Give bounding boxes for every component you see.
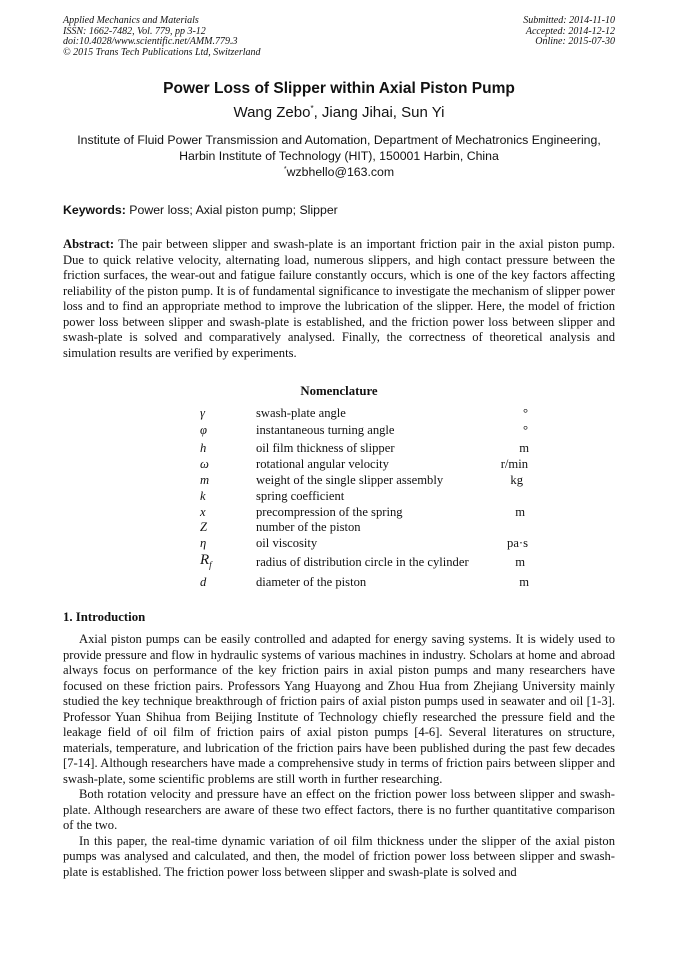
affiliation-line: Institute of Fluid Power Transmission and Automation, Department of Mechatronics Engineering,	[77, 133, 601, 147]
nomenclature-description: oil film thickness of slipper	[256, 441, 395, 455]
nomenclature-description: diameter of the piston	[256, 575, 367, 589]
authors	[0, 104, 678, 121]
nomenclature-description: number of the piston	[256, 520, 361, 534]
nomenclature-unit: m	[515, 505, 525, 519]
nomenclature-row	[0, 520, 678, 536]
nomenclature-row	[0, 423, 678, 439]
author-rest: , Jiang Jihai, Sun Yi	[313, 104, 445, 121]
nomenclature-unit: °	[522, 406, 528, 420]
abstract-label: Abstract:	[63, 237, 115, 251]
nomenclature-row	[0, 457, 678, 473]
nomenclature-unit: m	[515, 555, 525, 569]
symbol-subscript: f	[209, 560, 212, 570]
nomenclature-unit: m	[519, 575, 529, 589]
section-heading: 1. Introduction	[63, 610, 146, 624]
email-address: wzbhello@163.com	[286, 165, 395, 179]
nomenclature-unit: r/min	[500, 457, 528, 471]
nomenclature-symbol: φ	[200, 423, 207, 437]
nomenclature-unit: m	[519, 441, 529, 455]
paper-title: Power Loss of Slipper within Axial Piston Pump	[163, 80, 515, 97]
nomenclature-symbol: η	[200, 536, 207, 550]
nomenclature-unit: kg	[510, 473, 523, 487]
affiliation	[0, 133, 678, 164]
nomenclature-symbol: m	[200, 473, 210, 487]
journal-header-right	[523, 16, 615, 48]
nomenclature-description: weight of the single slipper assembly	[256, 473, 444, 487]
nomenclature-description: spring coefficient	[256, 489, 345, 503]
author-first: Wang Zebo	[233, 104, 311, 121]
nomenclature-description: instantaneous turning angle	[256, 423, 395, 437]
copyright-line: © 2015 Trans Tech Publications Ltd, Switzerland	[63, 46, 261, 58]
nomenclature-row	[0, 505, 678, 521]
issn-line: ISSN: 1662-7482, Vol. 779, pp 3-12	[63, 25, 206, 37]
nomenclature-row	[0, 536, 678, 552]
doi-line: doi:10.4028/www.scientific.net/AMM.779.3	[63, 36, 238, 48]
author-mark: *	[310, 104, 314, 113]
paragraph: In this paper, the real-time dynamic variation of oil film thickness under the slipper of the axial piston pumps was analysed and calculated, and then, the model of friction power loss between slipper and swash-plate is established. The friction power loss between slipper and swash-plate is solved and	[63, 833, 615, 879]
nomenclature-row	[0, 441, 678, 457]
nomenclature-description: rotational angular velocity	[256, 457, 389, 471]
online-date: Online: 2015-07-30	[535, 36, 615, 48]
journal-name: Applied Mechanics and Materials	[63, 15, 199, 26]
nomenclature-description: precompression of the spring	[256, 505, 403, 519]
abstract	[63, 237, 615, 361]
nomenclature-description: radius of distribution circle in the cylinder	[256, 555, 469, 569]
nomenclature-symbol: x	[200, 505, 206, 519]
accepted-date: Accepted: 2014-12-12	[525, 25, 615, 37]
nomenclature-symbol: k	[200, 489, 206, 503]
nomenclature-row	[0, 473, 678, 489]
symbol-base: R	[200, 552, 210, 568]
nomenclature-unit: pa·s	[507, 536, 528, 550]
nomenclature-row	[0, 406, 678, 422]
nomenclature-title: Nomenclature	[300, 384, 378, 398]
introduction-body	[63, 632, 615, 880]
affiliation-line: Harbin Institute of Technology (HIT), 150001 Harbin, China	[179, 148, 499, 163]
nomenclature-row	[0, 489, 678, 505]
nomenclature-description: oil viscosity	[256, 536, 318, 550]
nomenclature-symbol: d	[200, 575, 207, 589]
nomenclature-symbol: ω	[200, 457, 209, 471]
nomenclature-description: swash-plate angle	[256, 406, 346, 420]
keywords	[63, 203, 338, 217]
submitted-date: Submitted: 2014-11-10	[523, 15, 615, 26]
paragraph: Axial piston pumps can be easily controlled and adapted for energy saving systems. It is widely used to provide pressure and flow in hydraulic systems of various machines in industry. Scholars at home and abroad always focus on performance of the key friction pairs in axial piston pumps and many researchers have focused on these friction pairs. Professors Yang Huayong and Zhou Hua from Zhejiang University mainly studied the key technique breakthrough of friction pairs of axial piston pumps used in seawater and oil [1-3]. Professor Yuan Shihua from Beijing Institute of Technology chiefly researched the pressure field and the leakage field of oil film of friction pairs of axial piston pumps [4-6]. Several literatures on structure, materials, temperature, and lubrication of the friction pairs have been published during the past few decades [7-14]. Although researchers have made a comprehensive study in terms of friction pairs between slipper and swash-plate, some scientific problems are still worth in further researching.	[63, 632, 615, 786]
nomenclature-symbol: Z	[200, 520, 208, 534]
keywords-text: Power loss; Axial piston pump; Slipper	[125, 203, 338, 217]
nomenclature-symbol	[200, 552, 212, 570]
nomenclature-symbol: h	[200, 441, 207, 455]
nomenclature-symbol: γ	[200, 406, 205, 420]
email	[0, 165, 678, 179]
email-mark: *	[283, 165, 287, 173]
abstract-text: The pair between slipper and swash-plate is an important friction pair in the axial piston pump. Due to quick relative velocity, alternating load, numerous slippers, and high contact pressure between the friction surfaces, the wear-out and fatigue failure constantly occurs, which is one of the key factors affecting reliability of the piston pump. It is of fundamental significance to investigate the mechanism of slipper power loss and to find an appropriate method to improve the lubrication of the slipper. Here, the model of friction power loss between slipper and swash-plate is established, and the friction power loss between slipper and swash-plate is solved and comparatively analysed. Finally, the correctness of theoretical analysis and simulation results are verified by experiments.	[63, 237, 615, 360]
nomenclature-row	[0, 575, 678, 591]
paragraph: Both rotation velocity and pressure have an effect on the friction power loss between slipper and swash-plate. Although researchers are aware of these two effect factors, there is no further quantitative comparison of the two.	[63, 787, 615, 832]
nomenclature-unit: °	[522, 423, 528, 437]
nomenclature-row	[0, 552, 678, 571]
journal-header-left	[63, 16, 261, 58]
keywords-label: Keywords:	[63, 203, 126, 217]
